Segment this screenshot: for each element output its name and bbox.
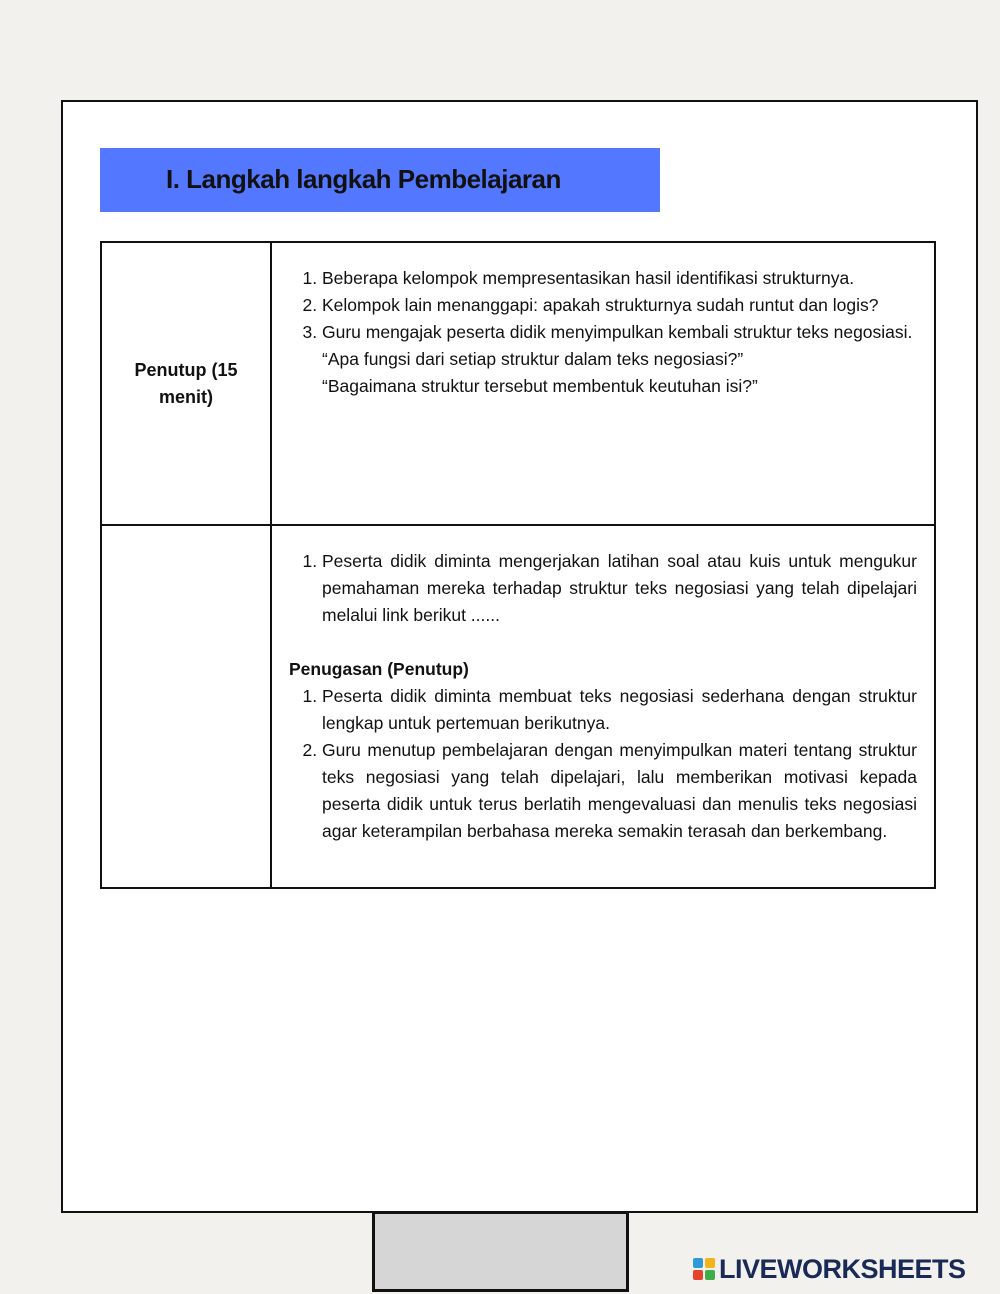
list-item: 2. Kelompok lain menanggapi: apakah strukturnya sudah runtut dan logis? bbox=[322, 292, 917, 319]
phase-cell bbox=[101, 525, 271, 888]
finish-button[interactable] bbox=[372, 1211, 629, 1292]
phase-label: Penutup (15 menit) bbox=[134, 359, 238, 407]
activity-cell bbox=[271, 242, 935, 525]
learning-steps-table bbox=[100, 241, 936, 889]
logo-square bbox=[693, 1270, 703, 1280]
list-item bbox=[322, 319, 917, 400]
section-heading-banner bbox=[100, 148, 660, 212]
logo-square bbox=[693, 1258, 703, 1268]
list-item: 1. Peserta didik diminta mengerjakan latihan soal atau kuis untuk mengukur pemahaman mereka terhadap struktur teks negosiasi yang telah dipelajari melalui link berikut ...... bbox=[322, 548, 917, 629]
list-item: 1. Peserta didik diminta membuat teks negosiasi sederhana dengan struktur lengkap untuk pertemuan berikutnya. bbox=[322, 683, 917, 737]
liveworksheets-logo-icon bbox=[693, 1258, 715, 1280]
logo-square bbox=[705, 1270, 715, 1280]
list-item-text: Guru mengajak peserta didik menyimpulkan kembali struktur teks negosiasi. bbox=[322, 322, 913, 342]
table-row bbox=[101, 242, 935, 525]
guiding-question: “Bagaimana struktur tersebut membentuk keutuhan isi?” bbox=[322, 376, 758, 396]
brand-name: LIVEWORKSHEETS bbox=[719, 1253, 966, 1284]
phase-cell bbox=[101, 242, 271, 525]
liveworksheets-brand bbox=[693, 1253, 966, 1285]
list-item: 2. Guru menutup pembelajaran dengan menyimpulkan materi tentang struktur teks negosiasi yang telah dipelajari, lalu memberikan motivasi kepada peserta didik untuk terus berlatih mengevaluasi dan menulis teks negosiasi agar keterampilan berbahasa mereka semakin terasah dan berkembang. bbox=[322, 737, 917, 845]
section-heading: I. Langkah langkah Pembelajaran bbox=[166, 164, 561, 194]
activity-cell bbox=[271, 525, 935, 888]
assignment-heading: Penugasan (Penutup) bbox=[289, 659, 469, 679]
activity-list bbox=[289, 548, 917, 629]
assignment-list bbox=[289, 683, 917, 845]
logo-square bbox=[705, 1258, 715, 1268]
guiding-question: “Apa fungsi dari setiap struktur dalam teks negosiasi?” bbox=[322, 349, 744, 369]
activity-list bbox=[289, 265, 917, 400]
list-item: 1. Beberapa kelompok mempresentasikan hasil identifikasi strukturnya. bbox=[322, 265, 917, 292]
table-row bbox=[101, 525, 935, 888]
